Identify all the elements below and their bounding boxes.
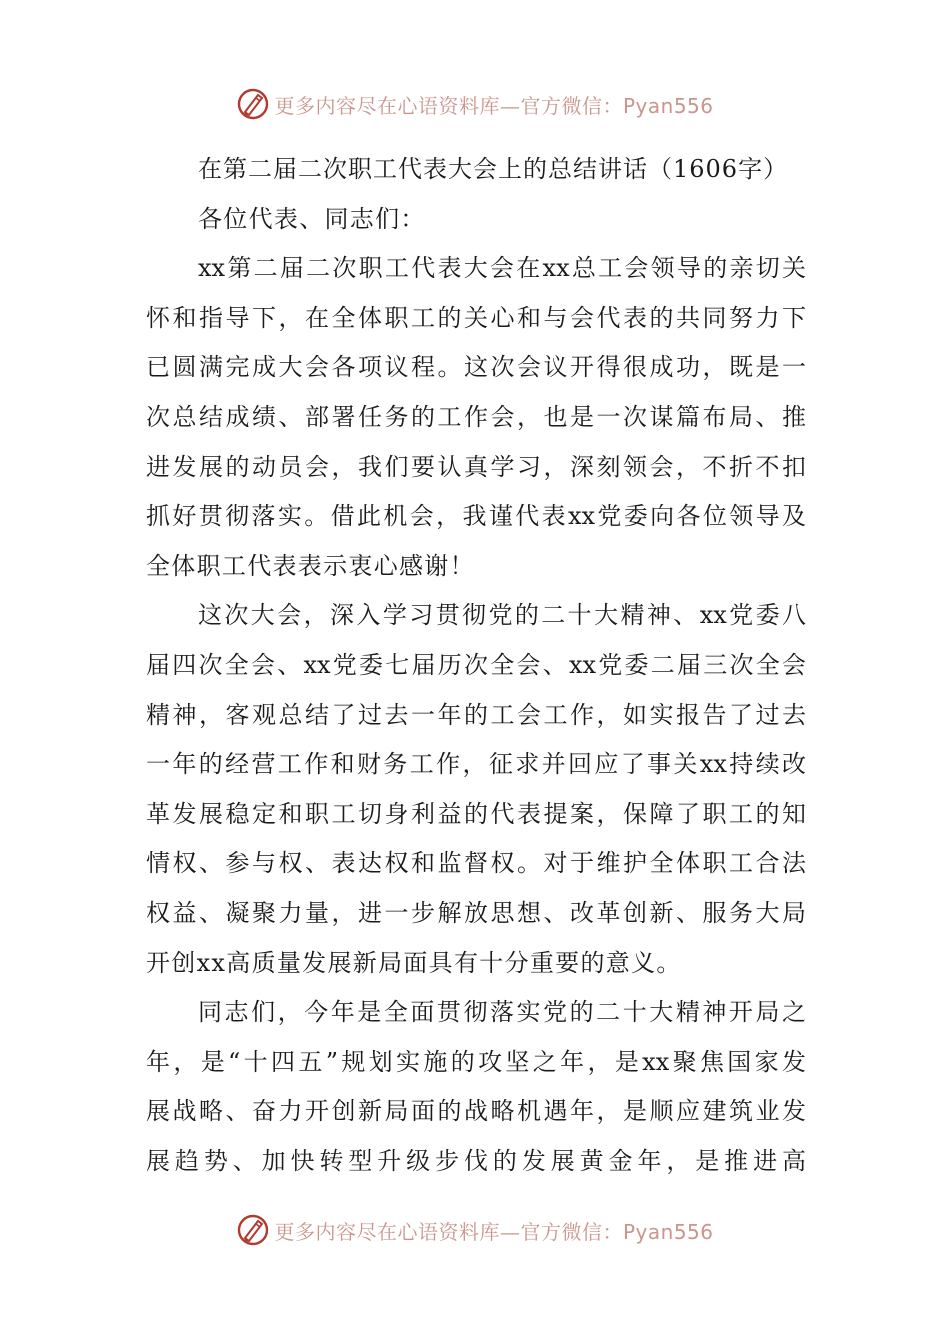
document-title: 在第二届二次职工代表大会上的总结讲话（1606字） — [198, 155, 789, 183]
watermark-text: 更多内容尽在心语资料库—官方微信：Pyan556 — [274, 93, 714, 118]
paragraph-line: 展趋势、加快转型升级步伐的发展黄金年，是推进高 — [146, 1146, 806, 1175]
paragraph-line: 权益、凝聚力量，进一步解放思想、改革创新、服务大局 — [146, 898, 806, 927]
watermark-footer — [0, 1210, 950, 1250]
paragraph-line: 怀和指导下，在全体职工的关心和与会代表的共同努力下 — [146, 303, 806, 332]
pen-circle-logo-icon — [236, 1213, 270, 1247]
watermark-text: 更多内容尽在心语资料库—官方微信：Pyan556 — [274, 1219, 714, 1244]
paragraph-line: 全体职工代表表示衷心感谢！ — [146, 551, 475, 580]
paragraph-line: xx第二届二次职工代表大会在xx总工会领导的亲切关 — [198, 254, 806, 283]
paragraph-line: 次总结成绩、部署任务的工作会，也是一次谋篇布局、推 — [146, 402, 806, 431]
watermark-header — [0, 84, 950, 124]
paragraph-line: 这次大会，深入学习贯彻党的二十大精神、xx党委八 — [198, 601, 806, 630]
paragraph-line: 年，是“十四五”规划实施的攻坚之年，是xx聚焦国家发 — [146, 1047, 806, 1076]
paragraph-line: 革发展稳定和职工切身利益的代表提案，保障了职工的知 — [146, 799, 806, 828]
document-body — [146, 145, 806, 1186]
paragraph-line: 已圆满完成大会各项议程。这次会议开得很成功，既是一 — [146, 353, 806, 382]
paragraph-line: 同志们，今年是全面贯彻落实党的二十大精神开局之 — [198, 998, 806, 1027]
paragraph-line: 一年的经营工作和财务工作，征求并回应了事关xx持续改 — [146, 750, 806, 779]
paragraph-line: 情权、参与权、表达权和监督权。对于维护全体职工合法 — [146, 849, 806, 878]
paragraph-line: 进发展的动员会，我们要认真学习，深刻领会，不折不扣 — [146, 452, 806, 481]
paragraph-line: 展战略、奋力开创新局面的战略机遇年，是顺应建筑业发 — [146, 1097, 806, 1126]
paragraph-line: 抓好贯彻落实。借此机会，我谨代表xx党委向各位领导及 — [146, 502, 806, 531]
paragraph-line: 精神，客观总结了过去一年的工会工作，如实报告了过去 — [146, 700, 806, 729]
salutation: 各位代表、同志们： — [198, 204, 426, 233]
pen-circle-logo-icon — [236, 87, 270, 121]
paragraph-line: 届四次全会、xx党委七届历次全会、xx党委二届三次全会 — [146, 650, 806, 679]
paragraph-line: 开创xx高质量发展新局面具有十分重要的意义。 — [146, 948, 682, 977]
